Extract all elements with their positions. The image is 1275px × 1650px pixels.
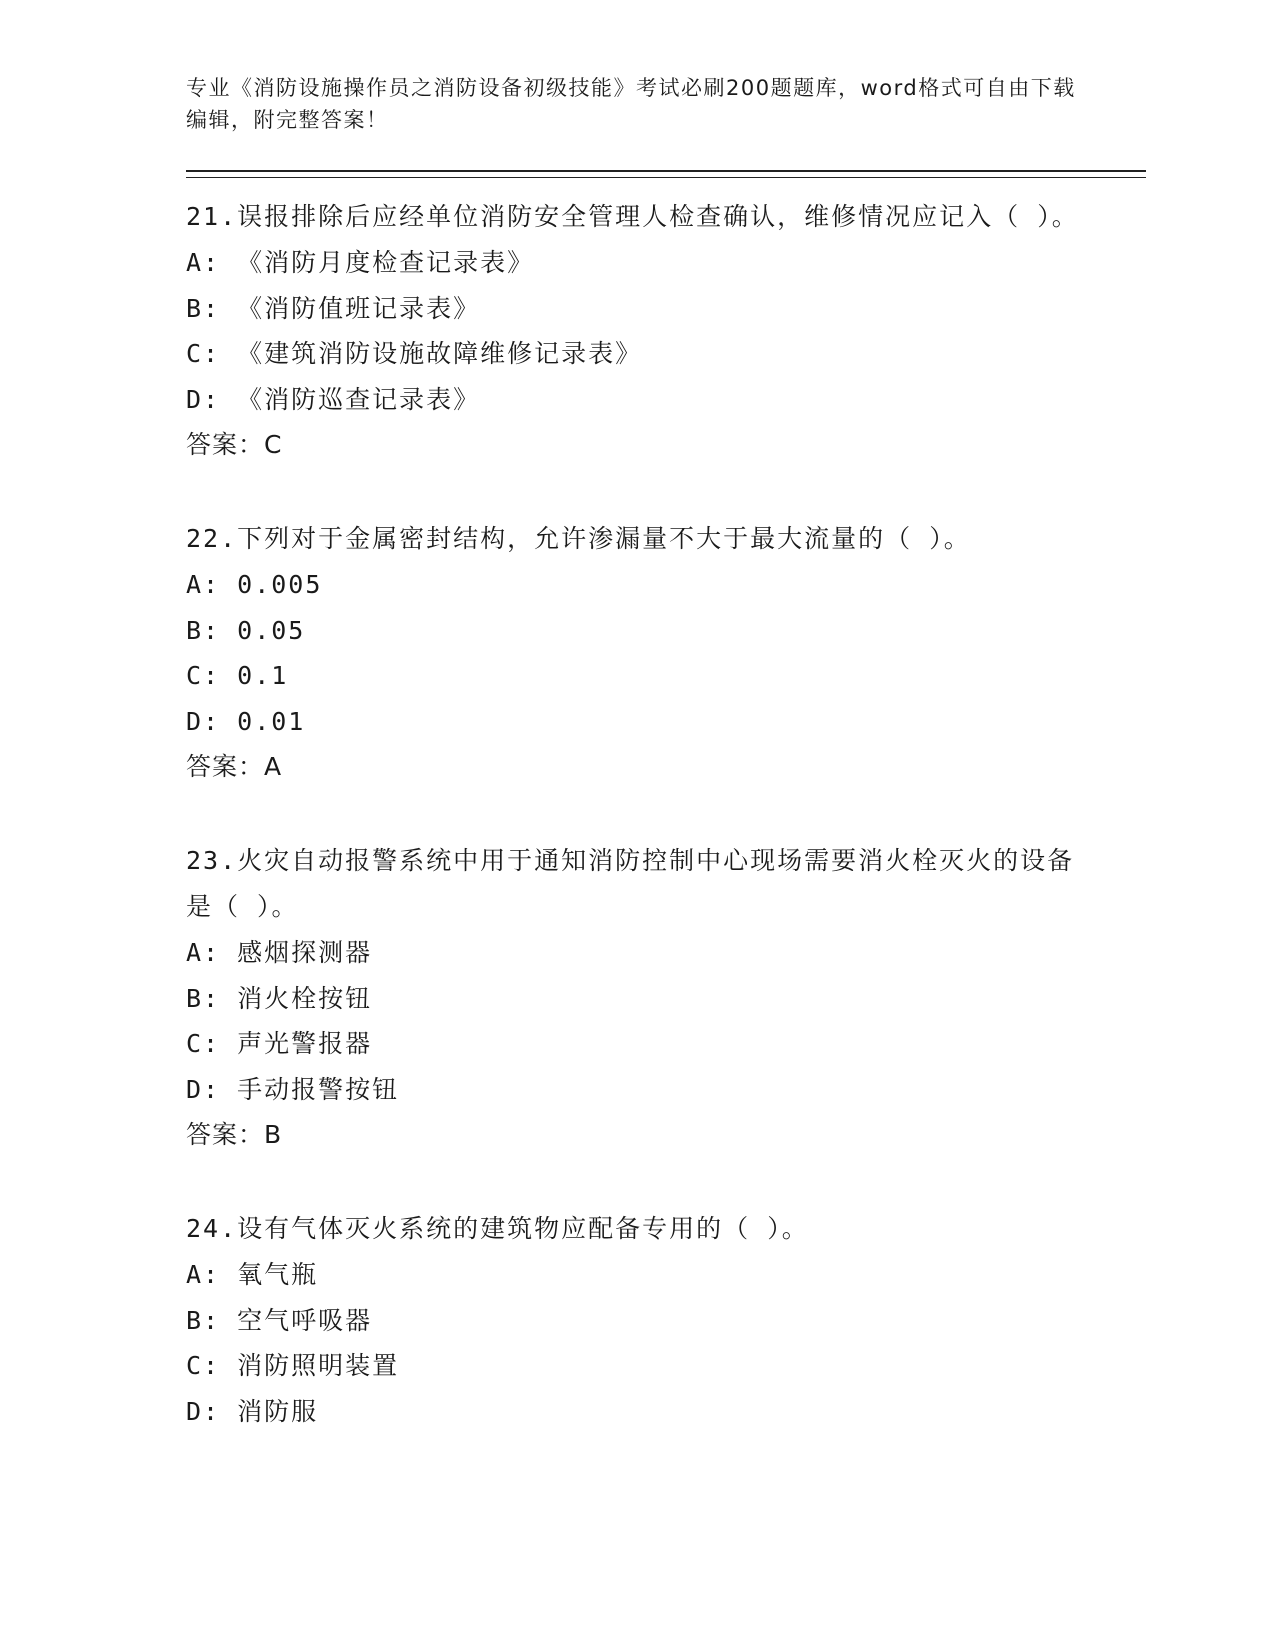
option-d: D: 0.01 <box>186 706 306 736</box>
option-c: C: 消防照明装置 <box>186 1351 400 1380</box>
option-b: B: 空气呼吸器 <box>186 1305 373 1335</box>
answer: 答案：B <box>186 1120 283 1149</box>
document-header: 专业《消防设施操作员之消防设备初级技能》考试必刷200题题库，word格式可自由下载编辑，附完整答案！ <box>186 76 1076 132</box>
option-b: B: 0.05 <box>186 615 306 645</box>
question-stem: 21.误报排除后应经单位消防安全管理人检查确认，维修情况应记入（ ）。 <box>186 202 1079 231</box>
option-c: C: 《建筑消防设施故障维修记录表》 <box>186 339 643 368</box>
option-c: C: 声光警报器 <box>186 1029 373 1058</box>
option-c: C: 0.1 <box>186 661 289 690</box>
option-d: D: 手动报警按钮 <box>186 1074 400 1104</box>
option-a: A: 《消防月度检查记录表》 <box>186 248 535 277</box>
option-b: B: 《消防值班记录表》 <box>186 293 481 323</box>
question-stem: 23.火灾自动报警系统中用于通知消防控制中心现场需要消火栓灭火的设备是（ ）。 <box>186 846 1075 921</box>
option-b: B: 消火栓按钮 <box>186 983 373 1013</box>
question-23 <box>186 838 1146 1158</box>
option-a: A: 0.005 <box>186 570 323 599</box>
option-d: D: 消防服 <box>186 1396 319 1426</box>
option-a: A: 感烟探测器 <box>186 938 373 967</box>
answer: 答案：C <box>186 430 283 459</box>
option-a: A: 氧气瓶 <box>186 1260 319 1289</box>
question-21 <box>186 194 1146 468</box>
option-d: D: 《消防巡查记录表》 <box>186 384 481 414</box>
question-24 <box>186 1206 1146 1434</box>
question-stem: 24.设有气体灭火系统的建筑物应配备专用的（ ）。 <box>186 1214 809 1243</box>
question-22 <box>186 516 1146 790</box>
header-divider <box>186 170 1146 178</box>
answer: 答案：A <box>186 752 283 781</box>
document-page <box>186 72 1146 1434</box>
question-stem: 22.下列对于金属密封结构，允许渗漏量不大于最大流量的（ ）。 <box>186 524 971 553</box>
